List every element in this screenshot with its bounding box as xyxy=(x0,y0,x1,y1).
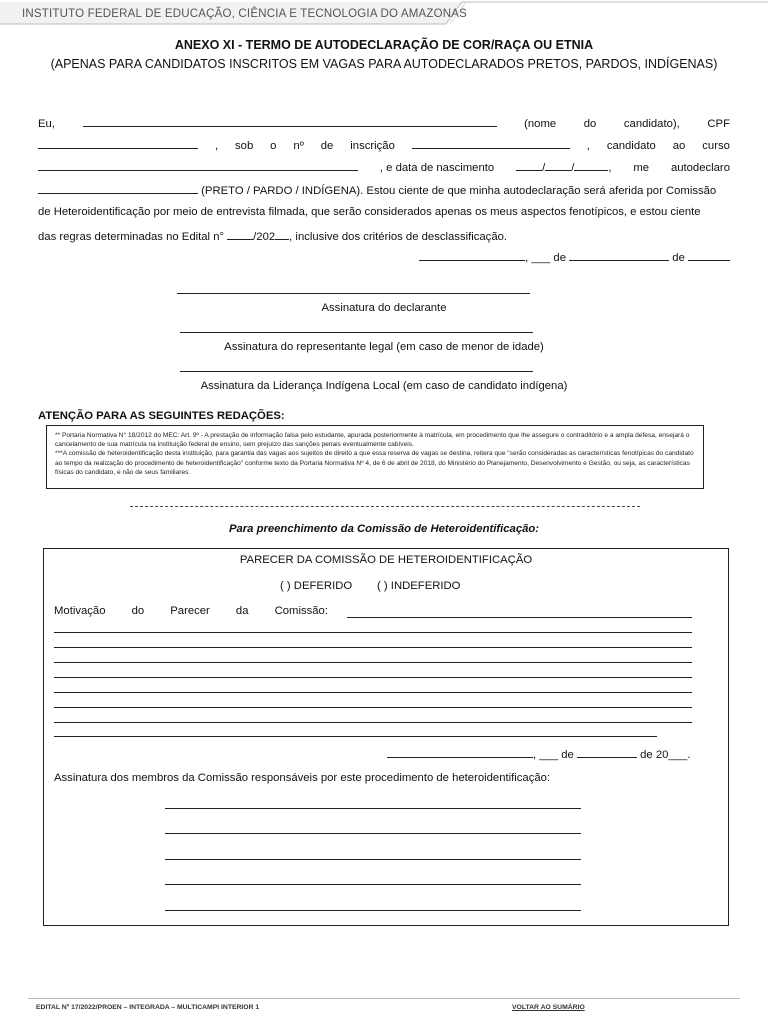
signature-line-declarante[interactable] xyxy=(177,293,530,294)
text-nome: (nome xyxy=(524,118,557,130)
commission-date-de: , ___ de xyxy=(533,749,574,761)
declaration-line-2: , sob o nº de inscrição , candidato ao curso xyxy=(38,138,730,152)
institution-header: INSTITUTO FEDERAL DE EDUCAÇÃO, CIÊNCIA E TECNOLOGIA DO AMAZONAS xyxy=(22,8,467,20)
signature-line-representante[interactable] xyxy=(180,332,533,333)
back-to-summary-link[interactable]: VOLTAR AO SUMÁRIO xyxy=(512,1004,585,1011)
motivacao-label xyxy=(54,605,328,617)
declaration-line-6 xyxy=(38,229,730,243)
declaration-line-1 xyxy=(38,116,730,130)
checkbox-indeferido[interactable]: ( ) INDEFERIDO xyxy=(377,580,461,592)
text-ao: ao xyxy=(672,140,686,152)
name-field[interactable] xyxy=(83,116,497,127)
declaration-date-line xyxy=(38,250,730,264)
motivacao-word-1: Motivação xyxy=(54,605,106,617)
note-portaria-mec: ** Portaria Normativa N° 18/2012 do MEC: Art. 9º - A prestação de informação falsa pelo estudante, apurada posteriormente à matrícula, em procedimento que lhe assegure o contraditório e a ampla defesa, ensejará o cancelamento de sua matrícula na instituição federal de ensino, sem prejuízo das sanções penais eventualmente cabíveis. xyxy=(55,432,690,449)
city-field[interactable] xyxy=(419,250,525,261)
motivation-line-8[interactable] xyxy=(54,722,692,723)
text-eu: Eu, xyxy=(38,118,55,130)
cut-divider xyxy=(130,506,640,507)
cpf-field[interactable] xyxy=(38,138,198,149)
motivacao-word-2: do xyxy=(131,605,145,617)
commission-box xyxy=(43,548,729,926)
text-cpf: CPF xyxy=(707,118,730,130)
commission-members-label: Assinatura dos membros da Comissão responsáveis por este procedimento de heteroidentificação: xyxy=(54,772,551,784)
text-sob: sob xyxy=(235,140,254,152)
text-curso: curso xyxy=(702,140,730,152)
signature-label-representante: Assinatura do representante legal (em caso de menor de idade) xyxy=(224,341,544,353)
text-inscricao: inscrição xyxy=(350,140,395,152)
signature-label-declarante: Assinatura do declarante xyxy=(321,302,447,314)
text-numero: nº xyxy=(293,140,304,152)
text-de: de xyxy=(320,140,334,152)
edital-number-field[interactable] xyxy=(227,229,253,240)
document-title: ANEXO XI - TERMO DE AUTODECLARAÇÃO DE COR/RAÇA OU ETNIA xyxy=(174,38,594,52)
signature-line-lideranca[interactable] xyxy=(180,371,533,372)
motivation-line-6[interactable] xyxy=(54,692,692,693)
checkbox-deferido[interactable]: ( ) DEFERIDO xyxy=(280,580,353,592)
footer-edital: EDITAL Nº 17/2022/PROEN – INTEGRADA – MULTICAMPI INTERIOR 1 xyxy=(36,1004,260,1011)
month-field[interactable] xyxy=(569,250,669,261)
motivation-line-7[interactable] xyxy=(54,707,692,708)
motivation-line-5[interactable] xyxy=(54,677,692,678)
member-signature-line-1[interactable] xyxy=(165,808,581,809)
document-subtitle: (APENAS PARA CANDIDATOS INSCRITOS EM VAGAS PARA AUTODECLARADOS PRETOS, PARDOS, INDÍGENAS) xyxy=(50,57,718,71)
text-o: o xyxy=(270,140,277,152)
text-autodeclaro: autodeclaro xyxy=(670,162,730,174)
year-field[interactable] xyxy=(688,250,730,261)
motivacao-word-5: Comissão: xyxy=(274,605,328,617)
text-data-nascimento: , e data de nascimento xyxy=(379,162,495,174)
commission-month-field[interactable] xyxy=(577,747,637,758)
note-comissao: ***A comissão de heteroidentificação desta instituição, para garantia das vagas aos sujeitos de direito a que essa reserva de vagas se destina, reitera que "serão consideradas as características fenotípicas do candidato ao tempo da realização do procedimento de heteroidentificação" conforme texto da Portaria Normativa Nº 4, de 6 de abril de 2018, do Ministério do Planejamento, Desenvolvimento e Gestão, ou seja, as características físicas do candidato, e não de seus familiares. xyxy=(55,450,694,476)
race-field[interactable] xyxy=(38,183,198,194)
motivation-line-2[interactable] xyxy=(54,632,692,633)
member-signature-line-4[interactable] xyxy=(165,884,581,885)
declaration-line-3 xyxy=(38,160,730,174)
commission-box-title: PARECER DA COMISSÃO DE HETEROIDENTIFICAÇÃO xyxy=(239,554,533,566)
attention-notes-box xyxy=(46,425,704,489)
motivacao-word-4: da xyxy=(235,605,249,617)
declaration-line-4 xyxy=(38,183,730,197)
footer-rule xyxy=(28,998,740,999)
text-criterios: , inclusive dos critérios de desclassificação. xyxy=(289,231,508,243)
text-line-4: (PRETO / PARDO / INDÍGENA). Estou ciente de que minha autodeclaração será aferida por Comissão xyxy=(201,185,717,197)
inscription-field[interactable] xyxy=(412,138,570,149)
commission-city-field[interactable] xyxy=(387,747,533,758)
motivation-line-3[interactable] xyxy=(54,647,692,648)
motivation-line-9[interactable] xyxy=(54,736,657,737)
text-edital: das regras determinadas no Edital n° xyxy=(38,231,225,243)
member-signature-line-2[interactable] xyxy=(165,833,581,834)
attention-heading: ATENÇÃO PARA AS SEGUINTES REDAÇÕES: xyxy=(38,410,285,422)
member-signature-line-5[interactable] xyxy=(165,910,581,911)
declaration-line-5: de Heteroidentificação por meio de entrevista filmada, que serão considerados apenas os meus aspectos fenotípicos, e estou ciente xyxy=(38,206,701,218)
signature-label-lideranca: Assinatura da Liderança Indígena Local (em caso de candidato indígena) xyxy=(200,380,568,392)
text-date-de: , ___ de xyxy=(525,252,566,264)
member-signature-line-3[interactable] xyxy=(165,859,581,860)
text-candidato-2: candidato xyxy=(606,140,656,152)
commission-intro: Para preenchimento da Comissão de Heteroidentificação: xyxy=(228,523,540,535)
text-do: do xyxy=(583,118,597,130)
text-date-de-2: de xyxy=(672,252,685,264)
edital-year-field[interactable] xyxy=(275,229,289,240)
commission-date-year: de 20___. xyxy=(640,749,691,761)
motivation-line-4[interactable] xyxy=(54,662,692,663)
text-me: me xyxy=(633,162,650,174)
birthdate-field[interactable]: / / , xyxy=(516,160,611,174)
course-field[interactable] xyxy=(38,160,358,171)
motivation-line-1[interactable] xyxy=(347,617,692,618)
text-year: /202 xyxy=(253,231,276,243)
text-candidato: candidato), xyxy=(623,118,680,130)
commission-date xyxy=(387,747,690,761)
motivacao-word-3: Parecer xyxy=(170,605,210,617)
